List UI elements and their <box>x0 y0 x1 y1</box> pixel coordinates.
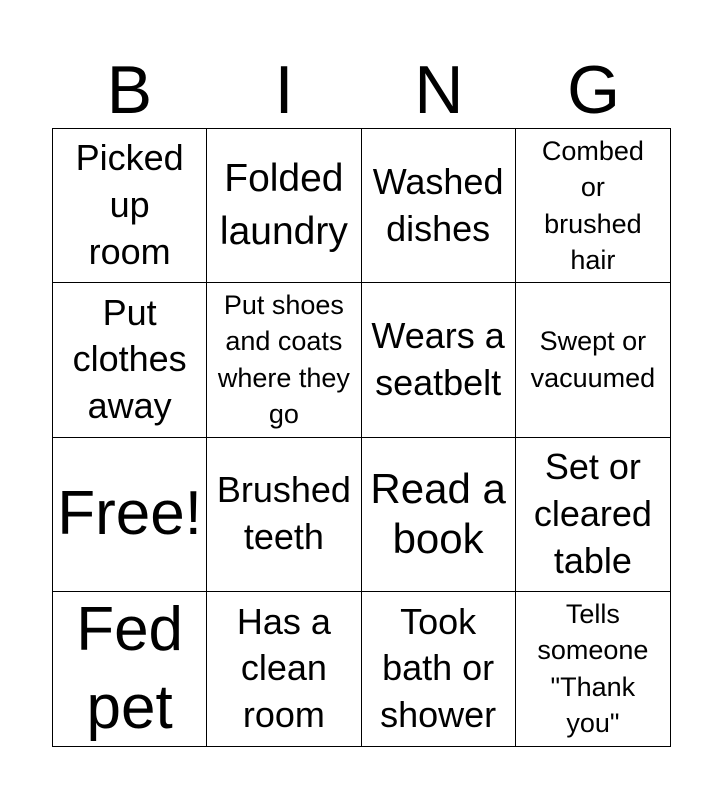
bingo-cell-wears-seatbelt[interactable] <box>362 283 516 437</box>
cell-label: Fed pet <box>76 595 184 742</box>
cell-label: Picked up room <box>75 137 184 273</box>
cell-label: Set or cleared table <box>533 445 652 581</box>
cell-label: Swept or vacuumed <box>530 326 656 393</box>
cell-label: Wears a seatbelt <box>371 315 505 403</box>
bingo-cell-free[interactable] <box>53 438 207 592</box>
cell-label: Folded laundry <box>219 156 348 253</box>
cell-label: Tells someone "Thank you" <box>537 599 649 739</box>
bingo-cell-clean-room[interactable] <box>207 592 361 746</box>
bingo-cell-brushed-teeth[interactable] <box>207 438 361 592</box>
bingo-cell-set-cleared-table[interactable] <box>516 438 670 592</box>
cell-label: Put shoes and coats where they go <box>217 290 350 430</box>
header-letter-i: I <box>274 52 294 128</box>
bingo-board <box>52 128 671 747</box>
bingo-cell-fed-pet[interactable] <box>53 592 207 746</box>
cell-label: Brushed teeth <box>216 469 351 558</box>
cell-label: Washed dishes <box>372 160 504 249</box>
cell-label: Has a clean room <box>236 600 331 736</box>
cell-label: Free! <box>57 479 202 549</box>
bingo-cell-thank-you[interactable] <box>516 592 670 746</box>
bingo-cell-swept-vacuumed[interactable] <box>516 283 670 437</box>
header-letter-g: G <box>567 52 621 128</box>
header-letter-n: N <box>414 52 464 128</box>
bingo-cell-put-shoes-and-coats[interactable] <box>207 283 361 437</box>
bingo-cell-combed-hair[interactable] <box>516 129 670 283</box>
bingo-cell-washed-dishes[interactable] <box>362 129 516 283</box>
bingo-cell-read-book[interactable] <box>362 438 516 592</box>
bingo-cell-picked-up-room[interactable] <box>53 129 207 283</box>
bingo-cell-bath-shower[interactable] <box>362 592 516 746</box>
cell-label: Combed or brushed hair <box>541 135 644 276</box>
bingo-cell-folded-laundry[interactable] <box>207 129 361 283</box>
header-letter-b: B <box>106 52 153 128</box>
cell-label: Took bath or shower <box>380 600 497 736</box>
cell-label: Read a book <box>370 464 506 563</box>
bingo-cell-put-clothes-away[interactable] <box>53 283 207 437</box>
cell-label: Put clothes away <box>72 291 187 427</box>
bingo-header <box>52 52 671 128</box>
